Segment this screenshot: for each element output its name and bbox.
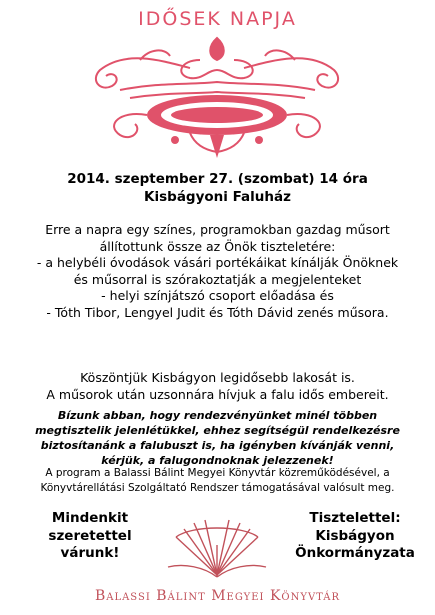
credits-text (0, 466, 435, 495)
welcome-closing (20, 510, 160, 563)
event-venue: Kisbágyoni Faluház (144, 189, 291, 205)
greeting-text (0, 370, 435, 403)
intro-line: - helyi színjátszó csoport előadása és (101, 288, 334, 304)
open-book-logo (162, 515, 272, 585)
notice-line: kérjük, a falugondnoknak jelezzenek! (101, 454, 334, 467)
intro-line: állítottunk össze az Önök tiszteletére: (99, 238, 336, 254)
intro-line: - Tóth Tibor, Lengyel Judit és Tóth Dávid zenés műsora. (46, 304, 389, 320)
intro-line: és műsorral is szórakoztatják a megjelenteket (73, 271, 362, 287)
closing-line: szeretettel (48, 527, 132, 544)
notice-line: megtisztelik jelenlétükkel, ehhez segítségül rendelkezésre (35, 424, 400, 437)
intro-line: Erre a napra egy színes, programokban gazdag műsort (45, 222, 390, 237)
credits-line: Könyvtárellátási Szolgáltató Rendszer támogatásával valósult meg. (40, 481, 395, 494)
intro-line: - a helybéli óvodások vásári portékáikat kínálják Önöknek (36, 255, 399, 271)
signature-closing (285, 510, 425, 563)
bus-notice (0, 408, 435, 468)
closing-line: Mindenkit (51, 510, 129, 526)
event-date-time: 2014. szeptember 27. (szombat) 14 óra (67, 171, 368, 187)
closing-line: várunk! (60, 545, 120, 561)
program-description (0, 222, 435, 322)
poster-title: IDŐSEK NAPJA (138, 8, 297, 30)
notice-line: Bízunk abban, hogy rendezvényünket minél többen (57, 409, 378, 422)
greeting-line: A műsorok után uzsonnára hívjuk a falu idős embereit. (46, 386, 389, 402)
decorative-ornament (80, 30, 355, 160)
notice-line: biztosítanánk a falubuszt is, ha igényben kívánják venni, (40, 439, 395, 452)
greeting-line: Köszöntjük Kisbágyon legidősebb lakosát is. (80, 370, 355, 385)
event-details (0, 170, 435, 206)
closing-line: Önkormányzata (295, 545, 415, 561)
credits-line: A program a Balassi Bálint Megyei Könyvtár közreműködésével, a (45, 467, 390, 479)
closing-line: Kisbágyon (315, 527, 395, 544)
closing-line: Tisztelettel: (309, 510, 401, 526)
library-name: Balassi Bálint Megyei Könyvtár (94, 588, 341, 604)
